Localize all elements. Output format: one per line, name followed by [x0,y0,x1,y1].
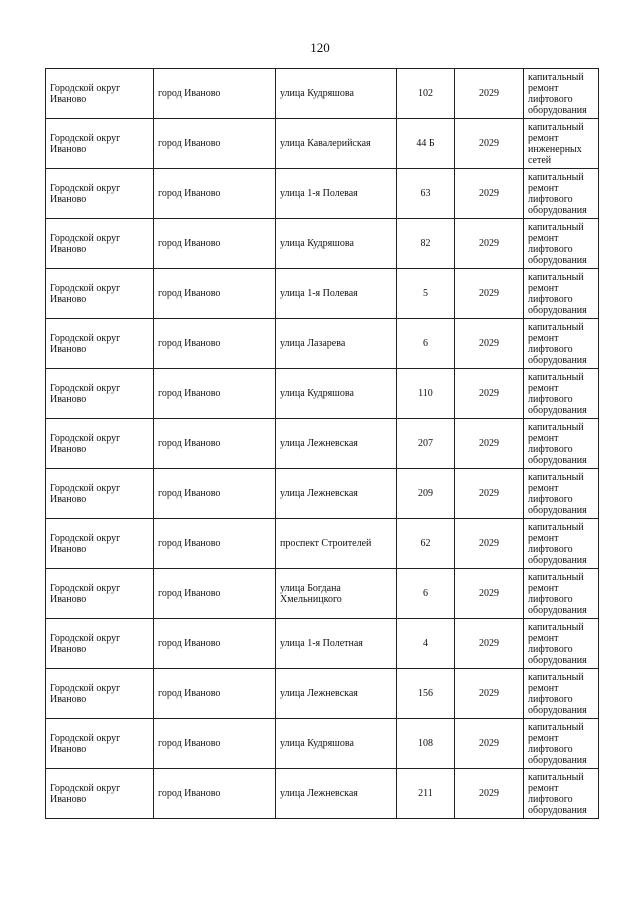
year-cell: 2029 [455,69,524,119]
table-body [46,69,599,819]
district-cell: Городской округ Иваново [46,569,154,619]
city-cell: город Иваново [154,369,276,419]
street-cell: улица 1-я Полетная [276,619,397,669]
work-type-cell: капитальный ремонт лифтового оборудования [524,319,599,369]
district-cell: Городской округ Иваново [46,169,154,219]
city-cell: город Иваново [154,619,276,669]
city-cell: город Иваново [154,219,276,269]
table-row [46,319,599,369]
work-type-cell: капитальный ремонт инженерных сетей [524,119,599,169]
city-cell: город Иваново [154,319,276,369]
house-number-cell: 209 [397,469,455,519]
year-cell: 2029 [455,719,524,769]
table-row [46,569,599,619]
table-row [46,769,599,819]
house-number-cell: 156 [397,669,455,719]
house-number-cell: 102 [397,69,455,119]
street-cell: улица Богдана Хмельницкого [276,569,397,619]
table-row [46,369,599,419]
city-cell: город Иваново [154,719,276,769]
street-cell: улица Лазарева [276,319,397,369]
house-number-cell: 6 [397,569,455,619]
year-cell: 2029 [455,219,524,269]
house-number-cell: 110 [397,369,455,419]
table-row [46,419,599,469]
district-cell: Городской округ Иваново [46,119,154,169]
street-cell: улица 1-я Полевая [276,269,397,319]
work-type-cell: капитальный ремонт лифтового оборудования [524,469,599,519]
street-cell: улица Кудряшова [276,369,397,419]
city-cell: город Иваново [154,419,276,469]
city-cell: город Иваново [154,269,276,319]
table-row [46,219,599,269]
street-cell: улица Кудряшова [276,219,397,269]
street-cell: проспект Строителей [276,519,397,569]
table-row [46,269,599,319]
district-cell: Городской округ Иваново [46,69,154,119]
work-type-cell: капитальный ремонт лифтового оборудования [524,169,599,219]
work-type-cell: капитальный ремонт лифтового оборудования [524,269,599,319]
table-row [46,69,599,119]
page-number: 120 [310,40,330,55]
city-cell: город Иваново [154,519,276,569]
year-cell: 2029 [455,169,524,219]
district-cell: Городской округ Иваново [46,319,154,369]
year-cell: 2029 [455,619,524,669]
street-cell: улица Лежневская [276,419,397,469]
table-row [46,519,599,569]
year-cell: 2029 [455,519,524,569]
district-cell: Городской округ Иваново [46,619,154,669]
house-number-cell: 6 [397,319,455,369]
table-row [46,119,599,169]
work-type-cell: капитальный ремонт лифтового оборудования [524,619,599,669]
house-number-cell: 108 [397,719,455,769]
year-cell: 2029 [455,569,524,619]
city-cell: город Иваново [154,69,276,119]
street-cell: улица Кудряшова [276,719,397,769]
table-row [46,169,599,219]
year-cell: 2029 [455,769,524,819]
house-number-cell: 82 [397,219,455,269]
work-type-cell: капитальный ремонт лифтового оборудования [524,669,599,719]
work-type-cell: капитальный ремонт лифтового оборудования [524,69,599,119]
work-type-cell: капитальный ремонт лифтового оборудования [524,369,599,419]
work-type-cell: капитальный ремонт лифтового оборудования [524,419,599,469]
year-cell: 2029 [455,669,524,719]
district-cell: Городской округ Иваново [46,719,154,769]
work-type-cell: капитальный ремонт лифтового оборудования [524,569,599,619]
district-cell: Городской округ Иваново [46,519,154,569]
street-cell: улица Кавалерийская [276,119,397,169]
street-cell: улица 1-я Полевая [276,169,397,219]
year-cell: 2029 [455,469,524,519]
city-cell: город Иваново [154,119,276,169]
street-cell: улица Лежневская [276,669,397,719]
house-number-cell: 207 [397,419,455,469]
table-row [46,719,599,769]
city-cell: город Иваново [154,169,276,219]
table-row [46,469,599,519]
house-number-cell: 63 [397,169,455,219]
year-cell: 2029 [455,269,524,319]
house-number-cell: 5 [397,269,455,319]
year-cell: 2029 [455,119,524,169]
district-cell: Городской округ Иваново [46,469,154,519]
table-row [46,619,599,669]
year-cell: 2029 [455,419,524,469]
work-type-cell: капитальный ремонт лифтового оборудования [524,519,599,569]
street-cell: улица Лежневская [276,769,397,819]
city-cell: город Иваново [154,469,276,519]
district-cell: Городской округ Иваново [46,369,154,419]
street-cell: улица Кудряшова [276,69,397,119]
district-cell: Городской округ Иваново [46,419,154,469]
work-type-cell: капитальный ремонт лифтового оборудования [524,219,599,269]
repair-registry-table [45,68,599,819]
district-cell: Городской округ Иваново [46,769,154,819]
work-type-cell: капитальный ремонт лифтового оборудования [524,719,599,769]
city-cell: город Иваново [154,769,276,819]
year-cell: 2029 [455,369,524,419]
house-number-cell: 211 [397,769,455,819]
district-cell: Городской округ Иваново [46,219,154,269]
house-number-cell: 62 [397,519,455,569]
district-cell: Городской округ Иваново [46,269,154,319]
city-cell: город Иваново [154,569,276,619]
house-number-cell: 4 [397,619,455,669]
table-row [46,669,599,719]
work-type-cell: капитальный ремонт лифтового оборудования [524,769,599,819]
street-cell: улица Лежневская [276,469,397,519]
year-cell: 2029 [455,319,524,369]
house-number-cell: 44 Б [397,119,455,169]
city-cell: город Иваново [154,669,276,719]
district-cell: Городской округ Иваново [46,669,154,719]
